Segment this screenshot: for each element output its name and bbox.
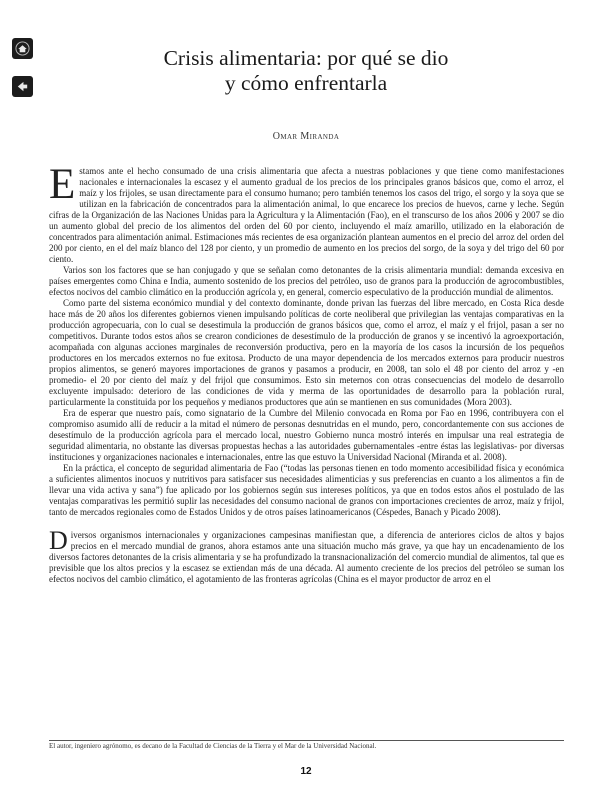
article-body xyxy=(49,161,564,585)
paragraph-5: En la práctica, el concepto de seguridad alimentaria de Fao (“todas las personas tienen en todo momento accesibilidad física y económica a suficientes alimentos inocuos y nutritivos para satisfacer sus necesidades alimenticias y sus preferencias en cuanto a los alimentos a fin de llevar una vida activa y sana”) fue aplicado por los gobiernos según sus intereses políticos, ya que en todos estos años el postulado de las ventajas comparativas les permitió suplir las necesidades del consumo nacional de granos con importaciones crecientes de arroz, maíz y frijol, tanto de mercados regionales como de Estados Unidos y de otros países latinoamericanos (Céspedes, Banach y Picado 2008). xyxy=(49,463,564,517)
page-number: 12 xyxy=(300,766,312,777)
paragraph-1 xyxy=(49,161,564,265)
article-title xyxy=(0,46,612,96)
paragraph-3: Como parte del sistema económico mundial y del contexto dominante, donde privan las fuerzas del libre mercado, en Costa Rica desde hace más de 20 años los diferentes gobiernos vienen impulsando políticas de corte neoliberal que privilegian las ventajas comparativas en la producción agropecuaria, con lo cual se desestimula la producción de granos básicos que, como el arroz, el maíz y el frijol, pasan a ser no competitivos. Durante todos estos años se crearon condiciones de desestímulo de la producción de granos y se incentivó la agroexportación, acompañada con algunas acciones marginales de reconversión productiva, pero en la mayoría de los casos la incursión de los pequeños productores en los mercados externos no fue exitosa. Producto de una mayor dependencia de los mercados externos para producir nuestros propios alimentos, se generó mayores importaciones de granos y pasamos a producir, en 2008, tan solo el 48 por ciento del arroz y -en promedio- el 20 por ciento del maíz y del frijol que consumimos. Esto sin meternos con otras consecuencias del modelo de desarrollo excluyente impulsado: deterioro de las condiciones de vida y merma de las oportunidades de desarrollo para la población rural, particularmente la constituida por los pequeños y medianos productores que aún se mantienen en sus comunidades (Mora 2003). xyxy=(49,298,564,407)
footnote-divider xyxy=(49,740,564,741)
paragraph-4: Era de esperar que nuestro país, como signatario de la Cumbre del Milenio convocada en Roma por Fao en 1996, contribuyera con el compromiso asumido allí de reducir a la mitad el número de personas desnutridas en el mundo, pero, concordantemente con sus acciones de desestímulo de la producción agrícola para el mercado local, nuestro Gobierno nunca mostró interés en impulsar una real estrategia de seguridad alimentaria, no obstante las diversas propuestas hechas a las autoridades gubernamentales -entre éstas las legislativas- por diversas instituciones y organizaciones nacionales e internacionales, entre las que estuvo la Universidad Nacional (Miranda et al. 2008). xyxy=(49,408,564,462)
title-line-1: Crisis alimentaria: por qué se dio xyxy=(163,46,449,70)
author-name: Omar Miranda xyxy=(272,131,340,142)
footnote: El autor, ingeniero agrónomo, es decano de la Facultad de Ciencias de la Tierra y el Mar de la Universidad Nacional. xyxy=(49,742,377,750)
drop-cap: E xyxy=(49,161,76,208)
paragraph-2: Varios son los factores que se han conjugado y que se señalan como detonantes de la crisis alimentaria mundial: demanda excesiva en países emergentes como China e India, aumento sostenido de los precios del petróleo, uso de granos para la producción de agrocombustibles, efectos nocivos del cambio climático en la producción agrícola y, en general, comercio especulativo de la producción mundial de alimentos. xyxy=(49,265,564,297)
paragraph-6 xyxy=(49,526,564,585)
drop-cap: D xyxy=(49,526,68,555)
paragraph-6-text: iversos organismos internacionales y organizaciones campesinas manifiestan que, a diferencia de anteriores ciclos de altos y bajos precios en el mercado mundial de granos, ahora estamos ante una situación mucho más grave, ya que hay un encadenamiento de los diversos factores detonantes de la crisis alimentaria y se ha profundizado la transnacionalización del comercio mundial de alimentos, tal que es previsible que los altos precios y la escasez se extiendan más de una década. Al aumento creciente de los precios del petróleo se suman los efectos nocivos del cambio climático, el agotamiento de las fronteras agrícolas (China es el mayor productor de arroz en el xyxy=(49,530,564,584)
title-line-2: y cómo enfrentarla xyxy=(224,71,388,95)
paragraph-1-text: stamos ante el hecho consumado de una crisis alimentaria que afecta a nuestras poblaciones y que tiene como manifestaciones nacionales e internacionales la escasez y el aumento gradual de los precios de los principales granos básicos que, como el arroz, el maíz y los frijoles, se usan directamente para el consumo humano; pero también tenemos los casos del trigo, el sorgo y la soya que se utilizan en la fabricación de concentrados para la alimentación animal, lo que encarece los precios de huevos, carne y leche. Según cifras de la Organización de las Naciones Unidas para la Agricultura y la Alimentación (Fao), en el transcurso de los años 2006 y 2007 se dio un aumento global del precio de los alimentos del orden del 60 por ciento, incluyendo el maíz amarillo, utilizado en la elaboración de concentrados para alimentación animal. Estimaciones más recientes de esa organización plantean aumentos en el precio del arroz del orden del 200 por ciento, en el del maíz blanco del 128 por ciento, y un promedio de aumento en los precios del sorgo, de la soya y del trigo del 60 por ciento. xyxy=(49,166,564,264)
